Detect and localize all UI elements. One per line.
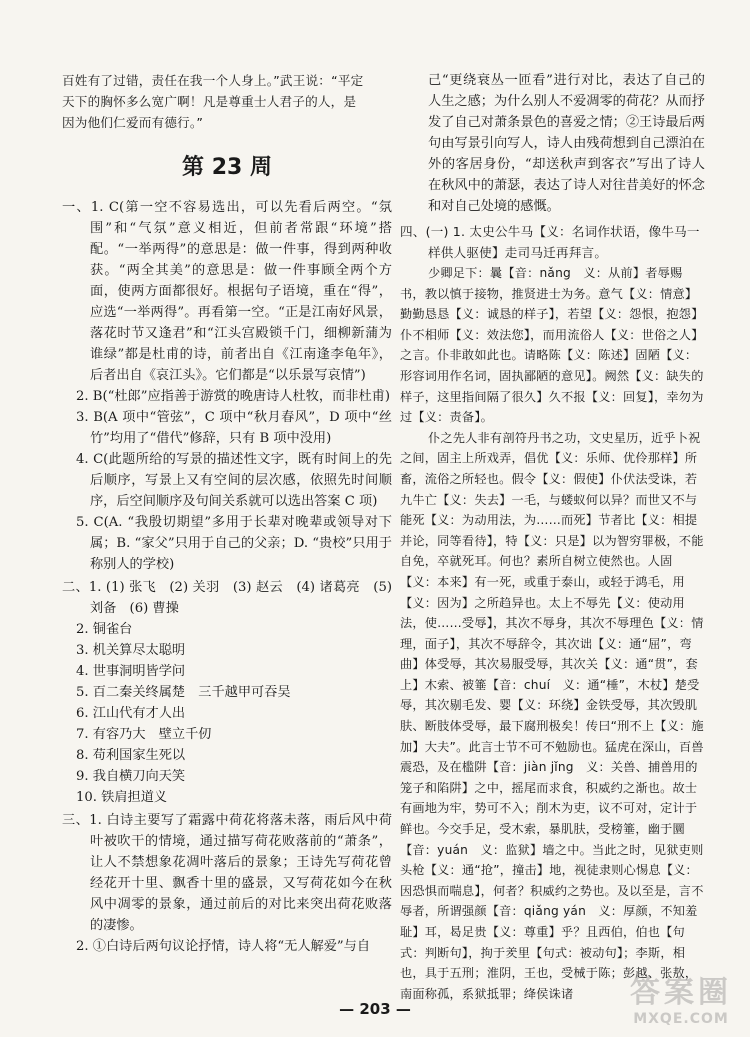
answer-item: 6. 江山代有才人出 bbox=[76, 706, 186, 721]
intro-line: 百姓有了过错，责任在我一个人身上。”武王说：“平定 bbox=[62, 73, 364, 88]
week-title: 第 23 周 bbox=[182, 155, 272, 180]
answer-item: 10. 铁肩担道义 bbox=[76, 790, 168, 805]
watermark-url: MXQE.COM bbox=[633, 1011, 729, 1027]
answer-item: 2. ①白诗后两句议论抒情，诗人将“无人解爱”与自 bbox=[76, 939, 371, 954]
answer-continuation: 己“更绕衰丛一匝看”进行对比，表达了自己的人生之感；为什么别人不爱凋零的荷花？从而抒发了自己对萧条景色的喜爱之情；②王诗最后两句由写景引向写人，诗人由残荷想到自己漂泊在外的客居身份，“却送秋声到客衣”写出了诗人在秋风中的萧瑟，表达了诗人对往昔美好的怀念和对自己处境的感慨。 bbox=[428, 73, 705, 214]
answer-item: 3. 机关算尽太聪明 bbox=[76, 643, 186, 658]
section-four-head: 四、(一) 1. 太史公牛马【义：名词作状语，像牛马一样供人驱使】走司马迁再拜言。 bbox=[400, 224, 700, 260]
answer-item: 三、1. 白诗主要写了霜露中荷花将落未落，雨后风中荷叶被吹干的情境，通过描写荷花败落前的“萧条”，让人不禁想象花凋叶落后的景象；王诗先写荷花曾经花开十里、飘香十里的盛景，又写荷花如今在秋风中凋零的景象，通过前后的对比来突出荷花败落的凄惨。 bbox=[62, 813, 392, 933]
answer-item: 9. 我自横刀向天笑 bbox=[76, 769, 186, 784]
continuation-text bbox=[400, 70, 705, 217]
answer-item: 7. 有容乃大 壁立千仞 bbox=[76, 727, 212, 742]
answer-item: 8. 苟利国家生死以 bbox=[76, 748, 186, 763]
section-two bbox=[62, 577, 392, 808]
answer-item: 二、1. (1) 张飞 (2) 关羽 (3) 赵云 (4) 诸葛亮 (5) 刘备 (6) 曹操 bbox=[62, 580, 392, 616]
right-column bbox=[400, 70, 705, 1004]
answer-item: 2. B(“杜郎”应指善于游赏的晚唐诗人杜牧，而非杜甫) bbox=[76, 389, 390, 404]
answer-item: 3. B(A 项中“管弦”，C 项中“秋月春风”，D 项中“丝竹”均用了“借代”修辞，只有 B 项中没用) bbox=[76, 410, 392, 446]
answer-item: 4. 世事洞明皆学问 bbox=[76, 664, 186, 679]
intro-line: 天下的胸怀多么宽广啊！凡是尊重士人君子的人，是 bbox=[62, 94, 357, 109]
section-three bbox=[62, 810, 392, 957]
intro-line: 因为他们仁爱而有德行。” bbox=[62, 115, 204, 130]
answer-item: 一、1. C(第一空不容易选出，可以先看后两空。“氛围”和“气氛”意义相近，但前者常跟“环境”搭配。“一举两得”的意思是：做一件事，得到两种收获。“两全其美”的意思是：做一件事顾全两个方面，使两方面都很好。根据句子语境，重在“得”，应选“一举两得”。再看第一空。“正是江南好风景，落花时节又逢君”和“江头宫殿锁千门，细柳新蒲为谁绿”都是杜甫的诗，前者出自《江南逢李龟年》，后者出自《哀江头》。它们都是“以乐景写哀情”) bbox=[62, 200, 392, 383]
passage-paragraph: 仆之先人非有剖符丹书之功，文史星历，近乎卜祝之间，固主上所戏弄，倡优【义：乐师、优伶那样】所畜，流俗之所轻也。假令【义：假使】仆伏法受诛，若九牛亡【义：失去】一毛，与蝼蚁何以异？而世又不与能死【义：为动用法，为……而死】节者比【义：相提并论，同等看待】，特【义：只是】以为智穷罪极，不能自免，卒就死耳。何也？素所自树立使然也。人固【义：本来】有一死，或重于泰山，或轻于鸿毛，用【义：因为】之所趋异也。太上不辱先【义：使动用法，使……受辱】，其次不辱身，其次不辱理色【义：情理，面子】，其次不辱辞令，其次诎【义：通“屈”，弯曲】体受辱，其次易服受辱，其次关【义：通“贯”，套上】木索、被箠【音：chuí 义：通“棰”，木杖】楚受辱，其次剔毛发、婴【义：环绕】金铁受辱，其次毁肌肤、断肢体受辱，最下腐刑极矣！传曰“刑不上【义：施加】大夫”。此言士节不可不勉励也。猛虎在深山，百兽震恐，及在槛阱【音：jiàn jǐng 义：关兽、捕兽用的笼子和陷阱】之中，摇尾而求食，积威约之渐也。故士有画地为牢，势可不入；削木为吏，议不可对，定计于鲜也。今交手足，受木索，暴肌肤，受榜箠，幽于圜【音：yuán 义：监狱】墙之中。当此之时，见狱吏则头枪【义：通“抢”，撞击】地，视徒隶则心惕息【义：因恐惧而喘息】，何者？积威约之势也。及以至是，言不辱者，所谓强颜【音：qiǎng yán 义：厚颜，不知羞耻】耳，曷足贵【义：尊重】乎？且西伯，伯也【句式：判断句】，拘于羑里【句式：被动句】；李斯，相也，具于五刑；淮阴，王也，受械于陈；彭越、张敖，南面称孤，系狱抵罪；绛侯诛诸 bbox=[400, 430, 704, 1001]
answer-item: 2. 铜雀台 bbox=[76, 622, 133, 637]
watermark-title: 答案圈 bbox=[630, 975, 732, 1010]
watermark-logo bbox=[630, 967, 732, 1027]
section-one bbox=[62, 197, 392, 575]
answer-item: 5. 百二秦关终属楚 三千越甲可吞吴 bbox=[76, 685, 291, 700]
passage-paragraph: 少卿足下：曩【音：nǎng 义：从前】者辱赐书，教以慎于接物，推贤进士为务。意气【义：情意】勤勤恳恳【义：诚恳的样子】，若望【义：怨恨，抱怨】仆不相师【义：效法您】，而用流俗人【义：世俗之人】之言。仆非敢如此也。请略陈【义：陈述】固陋【义：形容词用作名词，固执鄙陋的意见】。阙然【义：缺失的样子，这里指间隔了很久】久不报【义：回复】，幸勿为过【义：责备】。 bbox=[400, 266, 704, 425]
answer-item: 5. C(A. “我殷切期望”多用于长辈对晚辈或领导对下属；B. “家父”只用于自己的父亲；D. “贵校”只用于称别人的学校) bbox=[76, 515, 392, 572]
left-column bbox=[62, 70, 392, 957]
intro-text bbox=[62, 70, 392, 133]
section-four bbox=[400, 221, 705, 1004]
page-number: — 203 — bbox=[339, 1000, 411, 1018]
answer-item: 4. C(此题所给的写景的描述性文字，既有时间上的先后顺序，写景上又有空间的层次感，依照先时间顺序，后空间顺序及句间关系就可以选出答案 C 项) bbox=[76, 452, 392, 509]
